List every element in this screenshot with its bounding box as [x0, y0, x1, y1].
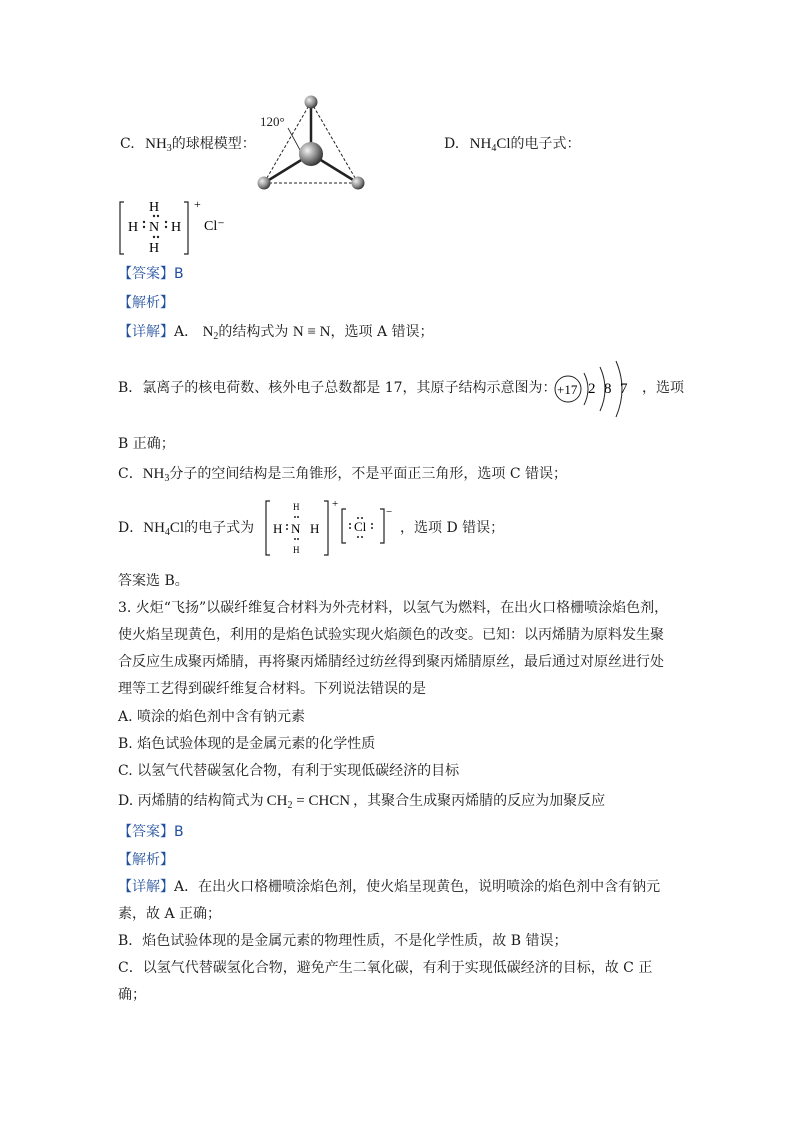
cl-atom-structure-diagram [548, 356, 644, 422]
option-d-line [444, 134, 581, 159]
atom-h-top [305, 96, 318, 109]
ef-cl-minus: Cl⁻ [204, 219, 225, 234]
wrong-ef-cl: Cl [354, 519, 367, 534]
edge-right [311, 102, 358, 183]
n2-structure: N ≡ N [292, 324, 331, 340]
option-d-desc: 的电子式： [510, 136, 581, 152]
q3-option-a: A. 喷涂的焰色剂中含有钠元素 [118, 709, 306, 725]
option-d-label: D. [444, 136, 460, 152]
nh3-formula: $NH_3$ [142, 466, 170, 484]
q3-detail-c-1: C．以氢气代替碳氢化合物，避免产生二氧化碳，有利于实现低碳经济的目标，故 C 正 [118, 960, 653, 976]
wrong-ef-h-left: H [273, 521, 283, 536]
nh4cl-electron-formula [116, 196, 256, 260]
wrong-ef-n: N [291, 521, 301, 536]
q3-analysis-tag: 【解析】 [118, 852, 174, 868]
option-c-desc: 的球棍模型： [171, 136, 256, 152]
q3-stem-1: 3. 火炬“飞扬”以碳纤维复合材料为外壳材料，以氢气为燃料，在出火口格栅喷涂焰色剂， [118, 600, 669, 616]
shell-2-count: 8 [604, 381, 612, 397]
option-c-label: C. [120, 136, 135, 152]
wrong-ef-h-top: H [293, 502, 300, 512]
wrong-ef-h-right: H [310, 521, 320, 536]
q3-detail-a-1: 【详解】A．在出火口格栅喷涂焰色剂，使火焰呈现黄色，说明喷涂的焰色剂中含有钠元 [118, 879, 661, 895]
q3-option-b: B. 焰色试验体现的是金属元素的化学性质 [118, 736, 376, 752]
q2-final: 答案选 B。 [118, 573, 189, 589]
q3-stem-4: 理等工艺得到碳纤维复合材料。下列说法错误的是 [118, 681, 426, 697]
q2-detail-b: B．氯离子的核电荷数、核外电子总数都是 17，其原子结构示意图为： [118, 380, 557, 396]
q3-detail-a-2: 素，故 A 正确； [118, 906, 222, 922]
acrylonitrile-formula: $CH_2$ = CHCN [266, 793, 351, 811]
q2-detail-c: C．$NH_3$分子的空间结构是三角锥形，不是平面正三角形，选项 C 错误； [118, 466, 568, 484]
q2-analysis-tag: 【解析】 [118, 295, 174, 311]
svg-text:−: − [386, 506, 393, 518]
option-c-line [120, 134, 256, 159]
q3-option-c: C. 以氢气代替碳氢化合物，有利于实现低碳经济的目标 [118, 763, 460, 779]
q2-detail-b-cont: B 正确； [118, 436, 175, 452]
q3-detail-tag: 【详解】 [118, 879, 174, 895]
ef-plus: + [194, 197, 201, 211]
nucleus-charge: +17 [557, 382, 578, 397]
option-d-formula: $NH_4Cl$ [469, 136, 511, 154]
ef-h-top: H [149, 200, 160, 215]
ef-h-right: H [171, 220, 182, 235]
atom-n-center [299, 142, 323, 166]
n2-formula: $N_2$ [202, 324, 219, 342]
q3-option-d: D. 丙烯腈的结构简式为 $CH_2$ = CHCN ，其聚合生成聚丙烯腈的反应为加聚反应 [118, 793, 606, 811]
angle-label: 120° [260, 114, 285, 129]
q3-detail-b: B．焰色试验体现的是金属元素的物理性质，不是化学性质，故 B 错误； [118, 933, 568, 949]
q3-answer: 【答案】B [118, 824, 184, 840]
q2-detail-a: 【详解】A． $N_2$的结构式为 N ≡ N，选项 A 错误； [118, 324, 434, 342]
ef-n: N [149, 220, 160, 235]
ef-h-left: H [128, 220, 139, 235]
q3-stem-3: 合反应生成聚丙烯腈，再将聚丙烯腈经过纺丝得到聚丙烯腈原丝，最后通过对原丝进行处 [118, 654, 664, 670]
shell-3-count: 7 [620, 381, 628, 397]
nh4cl-formula: $NH_4Cl$ [143, 520, 185, 538]
q2-detail-d-tail: ，选项 D 错误； [400, 520, 505, 536]
wrong-ef-plus: + [332, 498, 339, 510]
nh3-ball-stick-model [250, 92, 380, 197]
atom-h-right [352, 177, 365, 190]
nh4cl-wrong-electron-formula [262, 497, 402, 559]
ef-h-bottom: H [149, 241, 160, 256]
q3-detail-c-2: 确； [118, 987, 146, 1003]
shell-1-count: 2 [588, 381, 596, 397]
q2-answer: 【答案】B [118, 266, 184, 282]
q2-detail-tag: 【详解】 [118, 324, 174, 340]
wrong-ef-h-bottom: H [293, 545, 300, 555]
option-c-formula: $NH_3$ [145, 136, 172, 154]
q3-stem-2: 使火焰呈现黄色，利用的是焰色试验实现火焰颜色的改变。已知：以丙烯腈为原料发生聚 [118, 627, 664, 643]
q2-detail-b-tail: ，选项 [642, 380, 684, 396]
atom-h-left [258, 177, 271, 190]
q2-detail-d: D．$NH_4Cl$的电子式为 [118, 520, 255, 538]
